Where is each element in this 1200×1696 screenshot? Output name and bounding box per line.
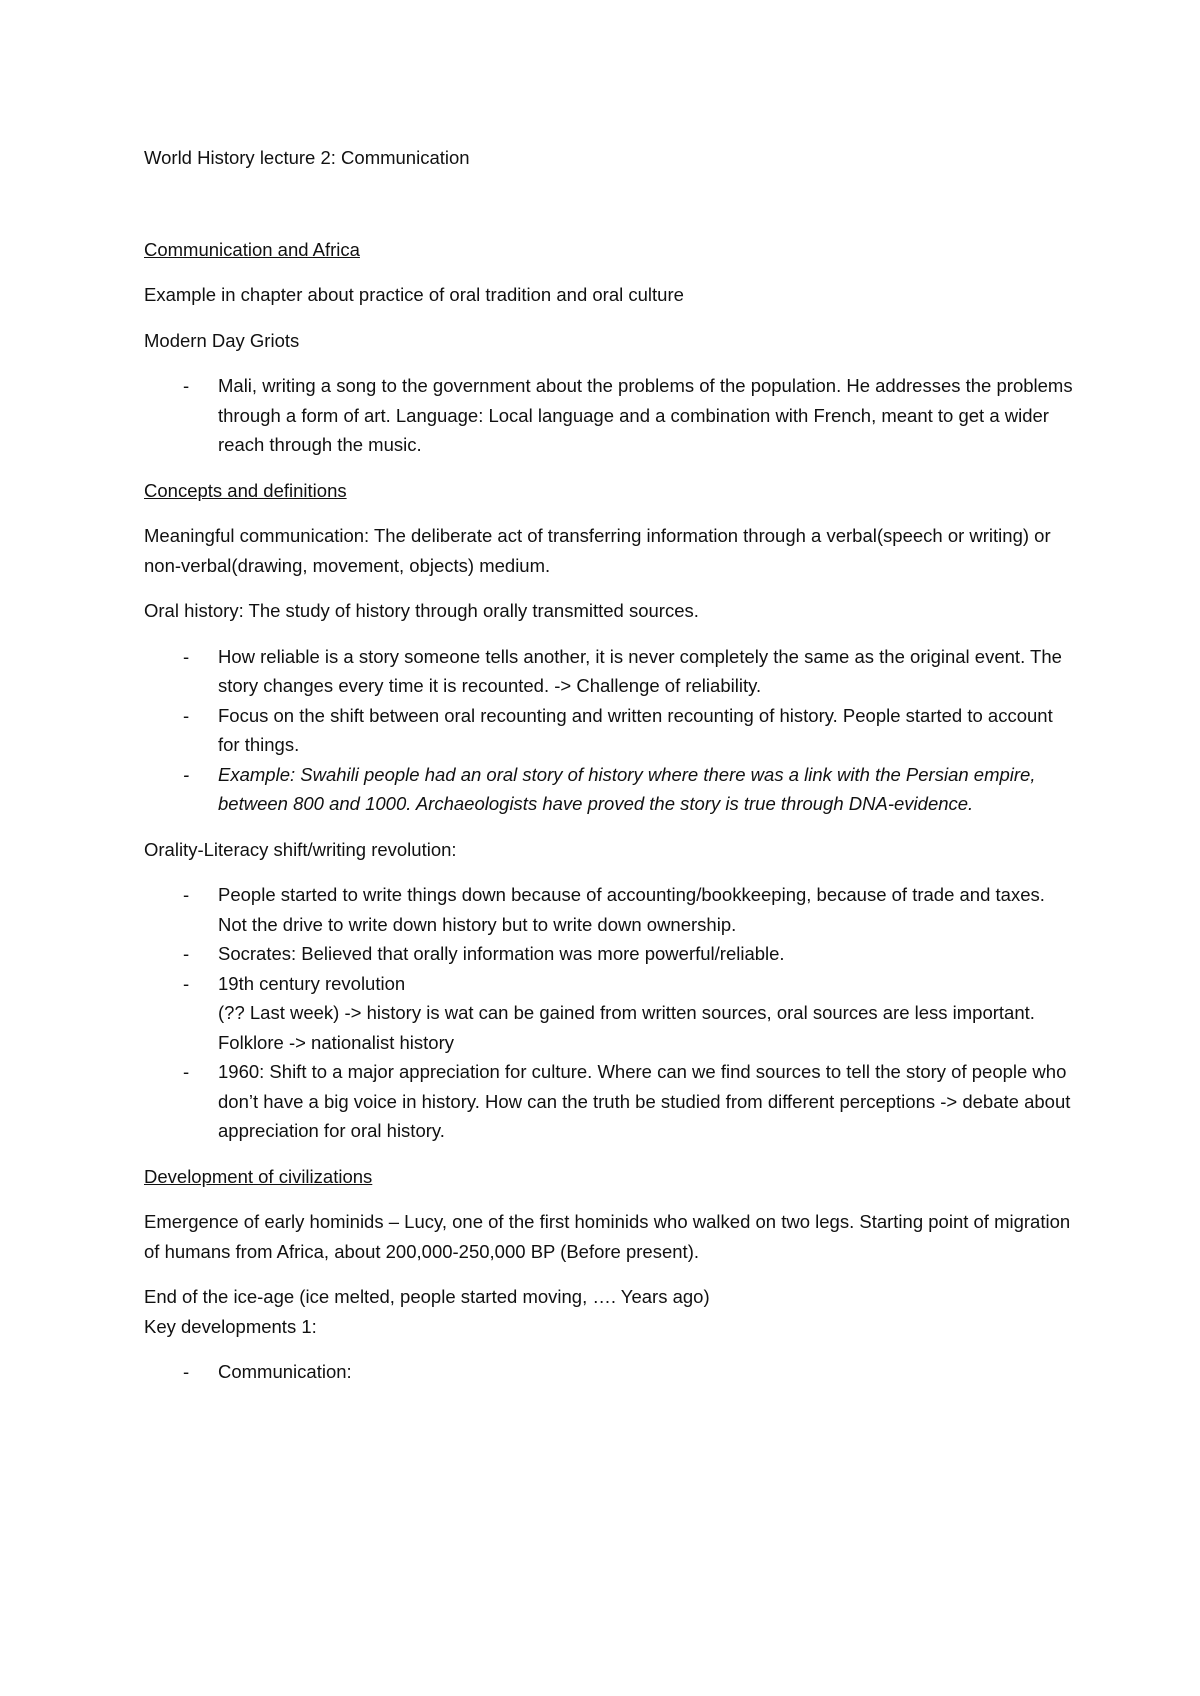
list-item-line: - 19th century revolution [218,972,406,994]
list-item: - Focus on the shift between oral recounting and written recounting of history. People started to account for things. [144,701,1074,760]
list-item-line: (?? Last week) -> history is wat can be gained from written sources, oral sources are less important. [218,1002,1035,1023]
paragraph: Emergence of early hominids – Lucy, one of the first hominids who walked on two legs. Starting point of migration of humans from Africa, about 200,000-250,000 BP (Before present). [144,1211,1071,1262]
paragraph: Meaningful communication: The deliberate act of transferring information through a verbal(speech or writing) or non-verbal(drawing, movement, objects) medium. [144,525,1051,576]
bullet-list [144,642,1074,819]
paragraph: Modern Day Griots [144,329,300,351]
list-item: - Mali, writing a song to the government about the problems of the population. He addresses the problems through a form of art. Language: Local language and a combination with French, meant to get a wider reach through the music. [144,371,1074,460]
document-body [144,143,1074,1403]
paragraph: Key developments 1: [144,1315,317,1337]
bullet-list [144,1357,1074,1387]
list-item-line: Folklore -> nationalist history [218,1031,454,1053]
list-item: - People started to write things down because of accounting/bookkeeping, because of trade and taxes. Not the drive to write down history but to write down ownership. [144,880,1074,939]
section-heading-civilizations: Development of civilizations [144,1165,373,1187]
list-item: - Socrates: Believed that orally information was more powerful/reliable. [144,939,1074,969]
list-item [144,969,1074,1058]
paragraph: Example in chapter about practice of oral tradition and oral culture [144,284,684,305]
paragraph: Oral history: The study of history through orally transmitted sources. [144,600,699,621]
list-item: - Example: Swahili people had an oral story of history where there was a link with the Persian empire, between 800 and 1000. Archaeologists have proved the story is true through DNA-evidence. [144,760,1074,819]
bullet-list [144,371,1074,460]
document-title: World History lecture 2: Communication [144,147,470,168]
section-heading-concepts: Concepts and definitions [144,479,347,501]
list-item: - 1960: Shift to a major appreciation for culture. Where can we find sources to tell the story of people who don’t have a big voice in history. How can the truth be studied from different perceptions -> debate about appreciation for oral history. [144,1057,1074,1146]
bullet-list [144,880,1074,1146]
paragraph: Orality-Literacy shift/writing revolution: [144,838,457,860]
section-heading-africa: Communication and Africa [144,238,360,260]
paragraph: End of the ice-age (ice melted, people started moving, …. Years ago) [144,1286,710,1307]
list-item: - Communication: [144,1357,1074,1387]
list-item: - How reliable is a story someone tells another, it is never completely the same as the original event. The story changes every time it is recounted. -> Challenge of reliability. [144,642,1074,701]
